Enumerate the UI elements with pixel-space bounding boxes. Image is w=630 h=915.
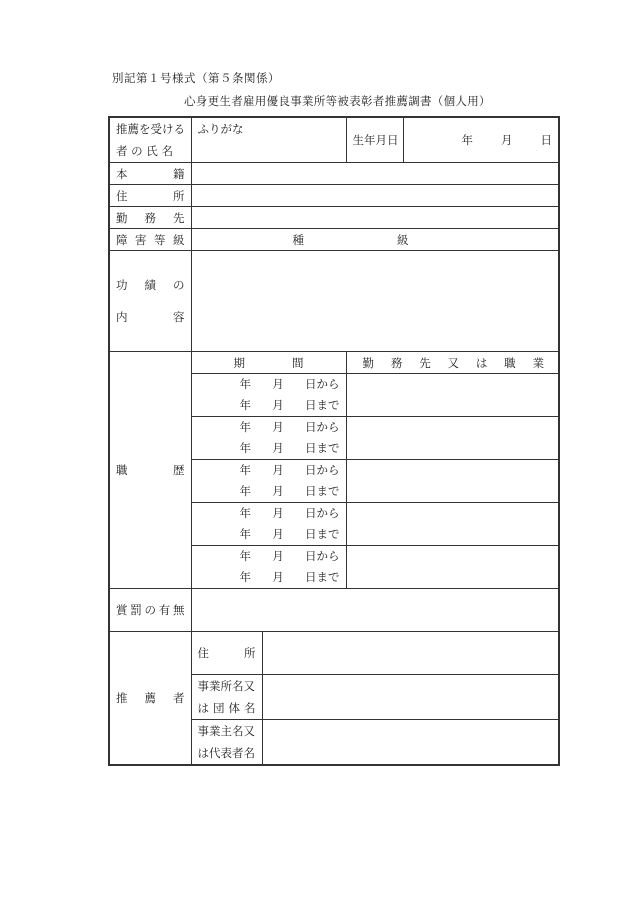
rec-org-field[interactable] [262,675,559,720]
rec-rep-label: 事業主名又 は代表者名 [191,720,262,766]
day-label: 日 [540,133,553,147]
recommender-label: 推 薦 者 [109,632,191,766]
disability-grade-label: 障 害 等 級 [109,229,191,251]
name-label-line1: 推薦を受ける [116,122,185,136]
address-label: 住 所 [109,185,191,207]
achievements-label: 功 績 の 内 容 [109,251,191,352]
kind-label: 種 [292,232,304,247]
form-reference: 別記第１号様式（第５条関係） [112,71,280,85]
rec-org-label: 事業所名又 は 団 体 名 [191,675,262,720]
workplace-row [109,207,559,229]
career-label: 職 歴 [109,352,191,589]
career-job-5[interactable] [346,546,559,589]
name-field[interactable] [191,117,346,163]
achievements-field[interactable] [191,251,559,352]
disability-row [109,229,559,251]
honseki-field[interactable] [191,163,559,185]
period-header: 期 間 [191,352,346,374]
career-header-row [109,352,559,374]
grade-label: 級 [397,232,409,247]
career-period-2[interactable]: 年 月 日から 年 月 日まで [191,417,346,460]
achievements-row [109,251,559,352]
recommender-address-row [109,632,559,675]
address-field[interactable] [191,185,559,207]
career-job-3[interactable] [346,460,559,503]
month-label: 月 [501,133,513,147]
career-job-2[interactable] [346,417,559,460]
rec-rep-field[interactable] [262,720,559,766]
career-period-1[interactable]: 年 月 日から 年 月 日まで [191,374,346,417]
awards-label: 賞 罰 の 有 無 [109,589,191,632]
honseki-row [109,163,559,185]
disability-grade-field[interactable] [191,229,559,251]
workplace-field[interactable] [191,207,559,229]
career-period-3[interactable]: 年 月 日から 年 月 日まで [191,460,346,503]
career-job-4[interactable] [346,503,559,546]
awards-field[interactable] [191,589,559,632]
career-period-5[interactable]: 年 月 日から 年 月 日まで [191,546,346,589]
workplace-or-job-header: 勤 務 先 又 は 職 業 [346,352,559,374]
awards-row [109,589,559,632]
name-row [109,117,559,163]
honseki-label: 本 籍 [109,163,191,185]
rec-address-label: 住 所 [191,632,262,675]
birthdate-label: 生年月日 [346,117,403,163]
furigana-label: ふりがな [197,122,244,136]
name-label-line2: 者 の 氏 名 [116,144,173,158]
recommendation-form-table [108,116,560,766]
birthdate-field[interactable] [403,117,559,163]
address-row [109,185,559,207]
career-period-4[interactable]: 年 月 日から 年 月 日まで [191,503,346,546]
career-job-1[interactable] [346,374,559,417]
rec-address-field[interactable] [262,632,559,675]
workplace-label: 勤 務 先 [109,207,191,229]
document-title: 心身更生者雇用優良事業所等被表彰者推薦調書（個人用） [184,94,491,108]
name-label [109,117,191,163]
year-label: 年 [461,133,474,147]
